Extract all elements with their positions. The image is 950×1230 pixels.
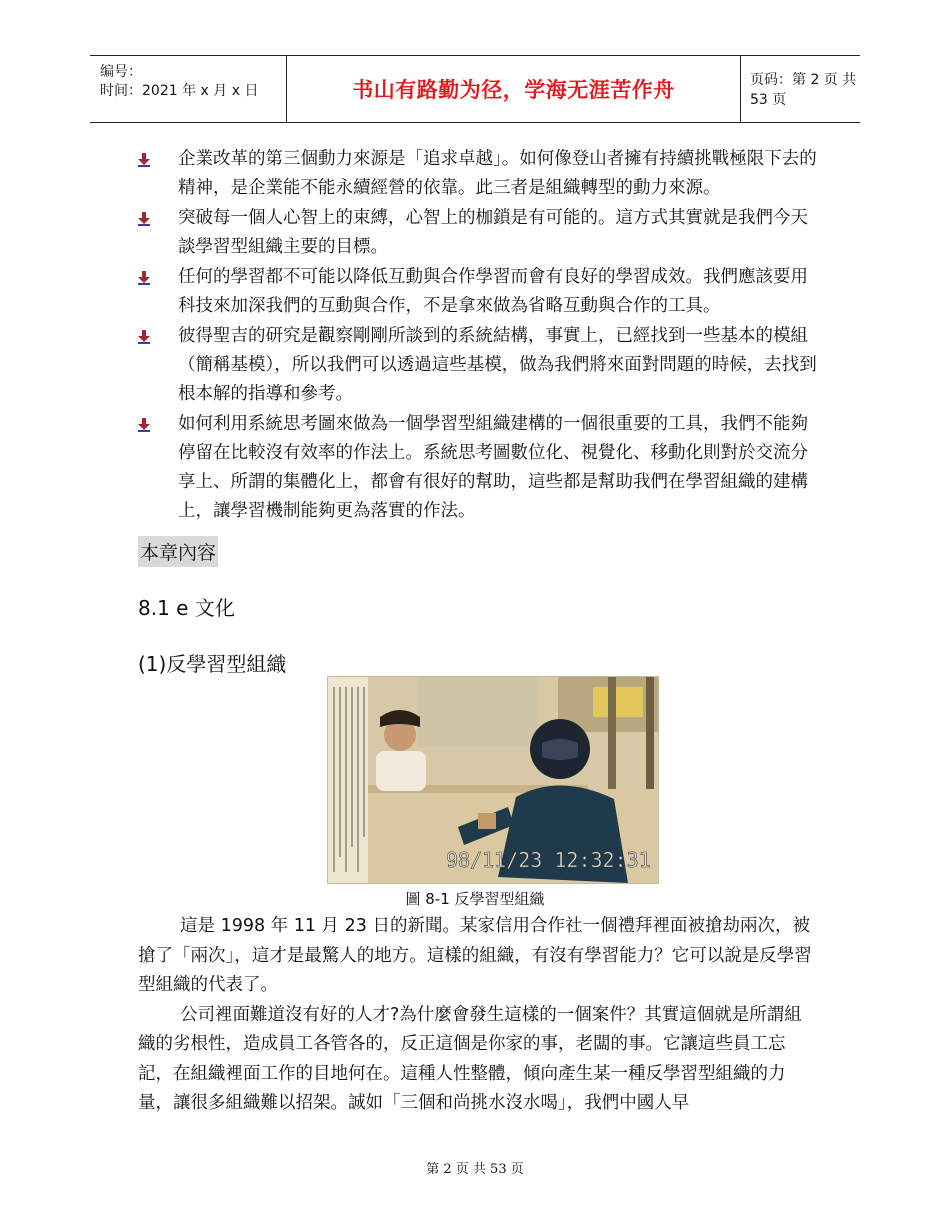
bullet-text: 彼得聖吉的研究是觀察剛剛所談到的系統結構，事實上，已經找到一些基本的模組（簡稱基模），所以我們可以透過這些基模，做為我們將來面對問題的時候，去找到根本解的指導和參考。 (178, 326, 817, 404)
header-motto-cell (286, 56, 741, 122)
heading-anti-learning: (1)反學習型組織 (138, 652, 287, 676)
header-page-cell (740, 56, 860, 122)
bullet-item (138, 410, 818, 526)
body-text (138, 912, 818, 1119)
paragraph: 公司裡面難道沒有好的人才?為什麼會發生這樣的一個案件？其實這個就是所謂組織的劣根性，造成員工各管各的，反正這個是你家的事，老闆的事。它讓這些員工忘記，在組織裡面工作的目地何在。這種人性整體，傾向產生某一種反學習型組織的力量，讓很多組織難以招架。誠如「三個和尚挑水沒水喝」，我們中國人早 (138, 1004, 802, 1113)
arrow-down-icon (138, 418, 150, 432)
cctv-image (328, 677, 658, 883)
bullet-list (138, 145, 818, 527)
time-label: 时间：2021 年 x 月 x 日 (100, 83, 259, 99)
bullet-text: 任何的學習都不可能以降低互動與合作學習而會有良好的學習成效。我們應該要用科技來加深我們的互動與合作，不是拿來做為省略互動與合作的工具。 (178, 267, 808, 316)
arrow-down-icon (138, 212, 150, 226)
bullet-item (138, 322, 818, 409)
bullet-item (138, 263, 818, 321)
paragraph: 這是 1998 年 11 月 23 日的新聞。某家信用合作社一個禮拜裡面被搶劫兩次，被搶了「兩次」，這才是最驚人的地方。這樣的組織，有沒有學習能力？它可以說是反學習型組織的代表了。 (138, 916, 812, 995)
news-photo (327, 676, 659, 884)
bullet-text: 如何利用系統思考圖來做為一個學習型組織建構的一個很重要的工具，我們不能夠停留在比較沒有效率的作法上。系統思考圖數位化、視覺化、移動化則對於交流分享上、所謂的集體化上，都會有很好的幫助，這些都是幫助我們在學習組織的建構上，讓學習機制能夠更為落實的作法。 (178, 414, 808, 521)
arrow-down-icon (138, 153, 150, 167)
figure-caption: 圖 8-1 反學習型組織 (405, 890, 545, 908)
page-info: 页码：第 2 页 共 53 页 (750, 72, 857, 108)
bullet-item (138, 204, 818, 262)
bullet-item (138, 145, 818, 203)
bullet-text: 突破每一個人心智上的束縛，心智上的枷鎖是有可能的。這方式其實就是我們今天談學習型組織主要的目標。 (178, 208, 808, 257)
arrow-down-icon (138, 271, 150, 285)
section-title: 本章內容 (138, 536, 218, 567)
heading-8-1: 8.1 e 文化 (138, 596, 235, 620)
motto: 书山有路勤为径，学海无涯苦作舟 (352, 78, 675, 102)
photo-timestamp: 98/11/23 12:32:31 (446, 848, 651, 872)
arrow-down-icon (138, 330, 150, 344)
page-footer: 第 2 页 共 53 页 (426, 1162, 524, 1177)
number-label: 编号： (100, 64, 142, 80)
bullet-text: 企業改革的第三個動力來源是「追求卓越」。如何像登山者擁有持續挑戰極限下去的精神，是企業能不能永續經營的依靠。此三者是組織轉型的動力來源。 (178, 149, 817, 198)
page-header (90, 55, 860, 123)
header-meta (90, 56, 286, 122)
